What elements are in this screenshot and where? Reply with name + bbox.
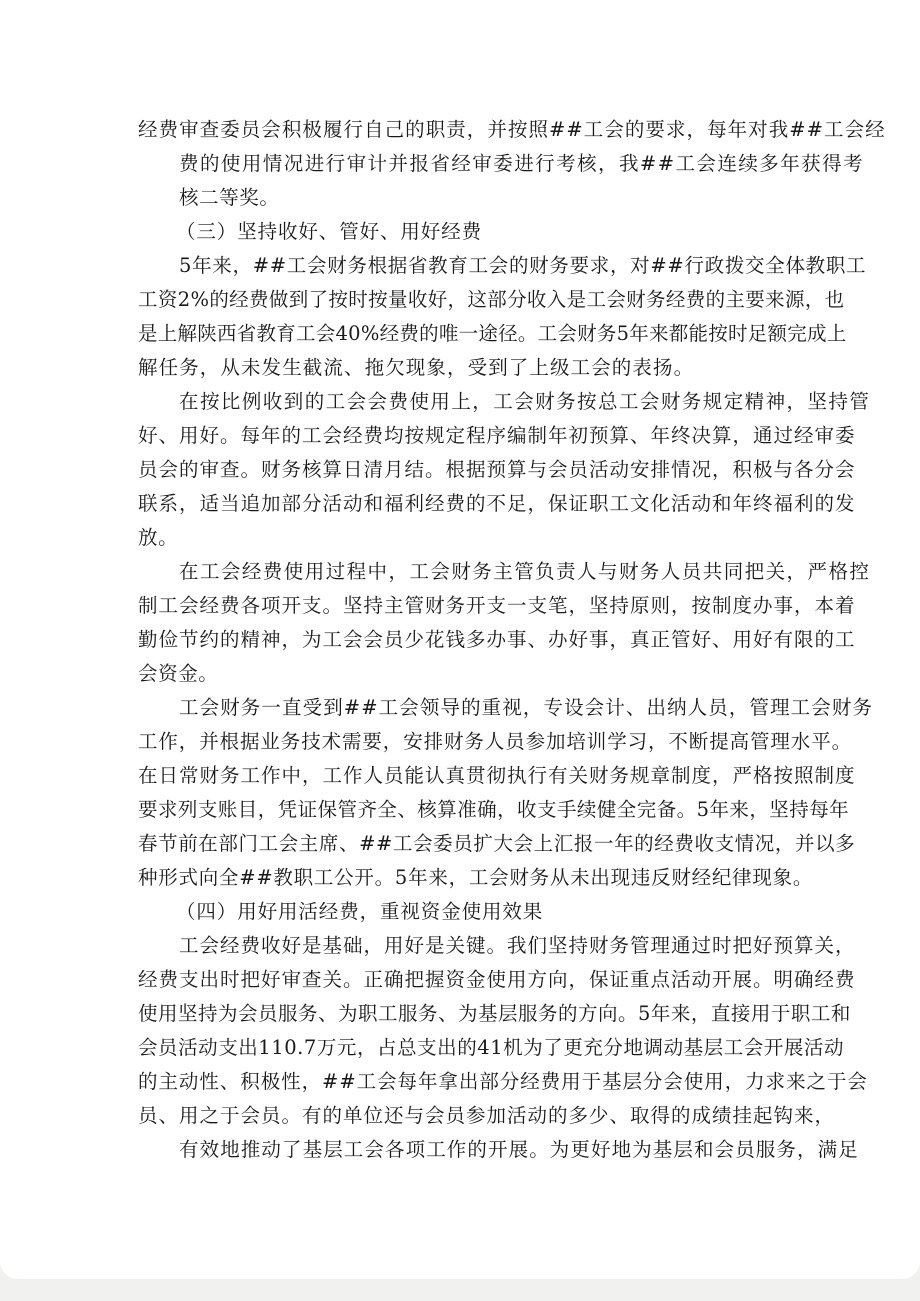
text-line: 工作，并根据业务技术需要，安排财务人员参加培训学习，不断提高管理水平。 [138,730,853,753]
section-heading: （三）坚持收好、管好、用好经费 [176,220,483,243]
text-line: 是上解陕西省教育工会40%经费的唯一途径。工会财务5年来都能按时足额完成上 [138,322,847,345]
text-line: 联系，适当追加部分活动和福利经费的不足，保证职工文化活动和年终福利的发 [138,492,856,515]
text-line: 在日常财务工作中，工作人员能认真贯彻执行有关财务规章制度，严格按照制度 [138,764,856,787]
text-line: 工会财务一直受到##工会领导的重视，专设会计、出纳人员，管理工会财务 [179,696,874,719]
text-line: 员会的审查。财务核算日清月结。根据预算与会员活动安排情况，积极与各分会 [138,458,856,481]
text-line: 员、用之于会员。有的单位还与会员参加活动的多少、取得的成绩挂起钩来， [138,1104,836,1127]
text-line: 的主动性、积极性，##工会每年拿出部分经费用于基层分会使用，力求来之于会 [138,1070,868,1093]
text-line: 会员活动支出110.7万元，占总支出的41机为了更充分地调动基层工会开展活动 [138,1036,845,1059]
text-line: 要求列支账目，凭证保管齐全、核算准确，收支手续健全完备。5年来，坚持每年 [138,798,850,821]
text-line: 勤俭节约的精神，为工会会员少花钱多办事、办好事，真正管好、用好有限的工 [138,628,856,651]
text-line: 制工会经费各项开支。坚持主管财务开支一支笔，坚持原则，按制度办事，本着 [138,594,856,617]
text-line: 工会经费收好是基础，用好是关键。我们坚持财务管理通过时把好预算关， [179,934,856,957]
text-line: 春节前在部门工会主席、##工会委员扩大会上汇报一年的经费收支情况，并以多 [138,832,856,855]
text-line: 种形式向全##教职工公开。5年来，工会财务从未出现违反财经纪律现象。 [138,866,814,889]
text-line: 好、用好。每年的工会经费均按规定程序编制年初预算、年终决算，通过经审委 [138,424,856,447]
text-line: 经费支出时把好审查关。正确把握资金使用方向，保证重点活动开展。明确经费 [138,968,856,991]
text-line: 在工会经费使用过程中，工会财务主管负责人与财务人员共同把关，严格控 [179,560,871,583]
text-line: 经费审查委员会积极履行自己的职责，并按照##工会的要求，每年对我##工会经 [138,118,886,141]
text-line: 在按比例收到的工会会费使用上，工会财务按总工会财务规定精神，坚持管 [179,390,871,413]
text-line: 使用坚持为会员服务、为职工服务、为基层服务的方向。5年来，直接用于职工和 [138,1002,851,1025]
text-line: 解任务，从未发生截流、拖欠现象，受到了上级工会的表扬。 [138,356,695,379]
text-line: 有效地推动了基层工会各项工作的开展。为更好地为基层和会员服务，满足 [179,1138,859,1161]
text-line: 工资2%的经费做到了按时按量收好，这部分收入是工会财务经费的主要来源，也 [138,288,845,311]
page-bottom-edge [0,1261,920,1301]
text-line: 5年来，##工会财务根据省教育工会的财务要求，对##行政拨交全体教职工 [179,254,867,277]
text-line: 会资金。 [138,662,219,685]
text-line: 放。 [138,526,179,549]
section-heading: （四）用好用活经费，重视资金使用效果 [176,900,544,923]
text-line: 核二等奖。 [179,186,280,209]
text-line: 费的使用情况进行审计并报省经审委进行考核，我##工会连续多年获得考 [179,152,865,175]
